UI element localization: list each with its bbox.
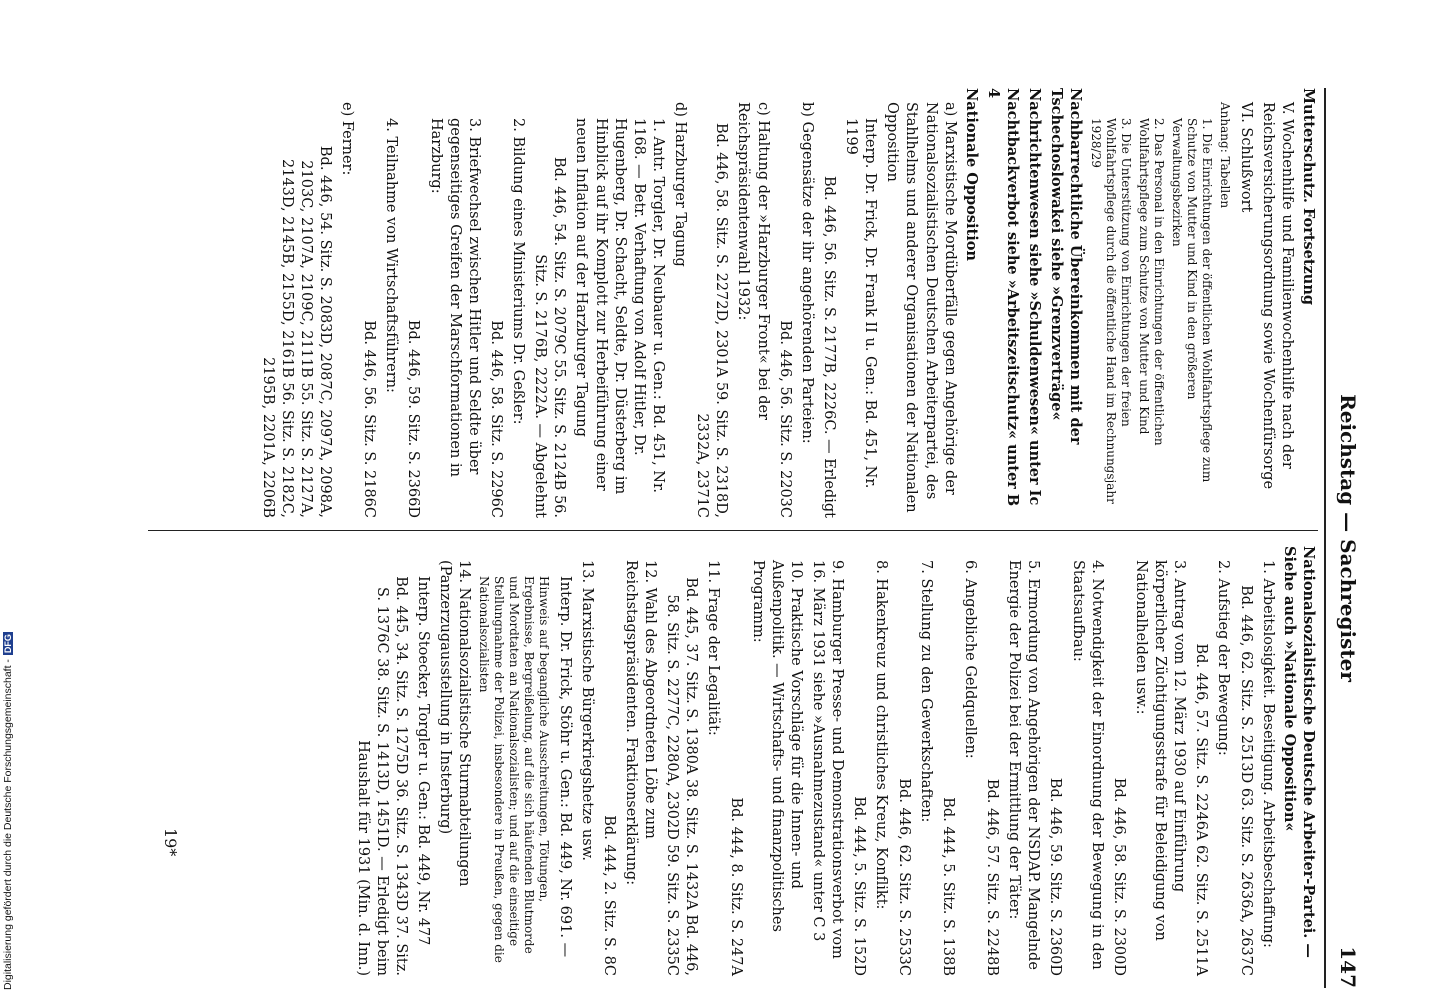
index-entry: 10. Praktische Vorschläge für die Innen- und Außenpolitik. — Wirtschafts- und finanzpolitisches Programm: xyxy=(749,560,804,932)
index-entry: Bd. 446, 62. Sitz. S. 2533C xyxy=(895,778,912,976)
index-entry: Nationalsozialistische Deutsche Arbeiter-Partei. — Siehe auch »Nationale Opposition« xyxy=(1280,546,1317,958)
index-entry: 3. Die Unterstützung von Einrichtungen der freien Wohlfahrtspflege durch die öffentliche Hand im Rechnungsjahr 1928/29 xyxy=(1089,118,1134,504)
index-entry: Nachtbackverbot siehe »Arbeitszeitschutz« unter B 4 xyxy=(985,88,1022,507)
index-entry: Bd. 446, 56. Sitz. S. 2186C xyxy=(361,320,378,518)
index-entry: 3. Briefwechsel zwischen Hitler und Seldte über gegenseitiges Greifen der Marschformationen in Harzburg: xyxy=(427,118,482,477)
index-entry: 6. Angebliche Geldquellen: xyxy=(962,560,978,759)
index-entry: Bd. 446, 56. Sitz. S. 2177B, 2226C. — Erledigt xyxy=(821,176,837,518)
index-entry: 7. Stellung zu den Gewerkschaften: xyxy=(917,560,934,823)
index-entry: Nachbarrechtliche Übereinkommen mit der Tschechoslowakei siehe »Grenzverträge« xyxy=(1048,88,1085,445)
index-entry: Interp. Stoecker, Torgler u. Gen.: Bd. 449, Nr. 477 xyxy=(415,576,432,946)
index-entry: c) Haltung der »Harzburger Front« bei der Reichspräsidentenwahl 1932: xyxy=(735,102,771,421)
index-entry: Bd. 446, 59. Sitz. S. 2366D xyxy=(405,319,422,518)
index-entry: V. Wochenhilfe und Familienwochenhilfe nach der Reichsversicherungsordnung sowie Wochenfürsorge xyxy=(1259,102,1295,490)
index-entry: 9. Hamburger Presse- und Demonstrationsverbot vom 16. März 1931 siehe »Ausnahmezustand« unter C 3 xyxy=(810,560,846,959)
index-entry: Bd. 446, 54. Sitz. S. 2079C 55. Sitz. S. 2124B 56. Sitz. S. 2176B, 2222A. — Abgelehnt xyxy=(532,157,568,518)
page-title: Reichstag — Sachregister xyxy=(1336,394,1360,682)
left-column xyxy=(255,88,1319,518)
index-entry: 2. Das Personal in den Einrichtungen der öffentlichen Wohlfahrtspflege zum Schutze von Mutter und Kind xyxy=(1137,118,1167,446)
index-entry: VI. Schlußwort xyxy=(1237,102,1254,213)
index-entry: 4. Notwendigkeit der Einordnung der Bewegung in den Staatsaufbau: xyxy=(1069,560,1105,970)
index-entry: Bd. 446, 56. Sitz. S. 2203C xyxy=(776,320,793,518)
index-entry: Bd. 445, 37. Sitz. S. 1380A 38. Sitz. S. 1432A Bd. 446, 58. Sitz. S. 2277C, 2280A, 2302D 59. Sitz. S. 2335C xyxy=(664,577,700,976)
index-entry: 2. Aufstieg der Bewegung: xyxy=(1215,560,1232,756)
index-entry: Bd. 444, 8. Sitz. S. 247A xyxy=(727,797,744,976)
index-entry: 3. Antrag vom 12. März 1930 auf Einführung körperlicher Züchtigungsstrafe für Beleidigung von Nationalhelden usw.: xyxy=(1133,560,1188,941)
index-entry: Mutterschutz. Fortsetzung xyxy=(1300,88,1317,306)
index-entry: Bd. 445, 34. Sitz. S. 1275D 36. Sitz. S. 1343D 37. Sitz. S. 1376C 38. Sitz. S. 1413D, 1451D. — Erledigt beim Haushalt für 1931 (Min. d. Inn.) xyxy=(354,576,410,976)
index-entry: Bd. 446, 58. Sitz. S. 2272D, 2301A 59. Sitz. S. 2318D, 2332A, 2371C xyxy=(694,123,730,518)
index-entry: 11. Frage der Legalität: xyxy=(705,560,722,736)
index-entry: 5. Ermordung von Angehörigen der NSDAP. Mangelnde Energie der Polizei bei der Ermittlung der Täter: xyxy=(1006,560,1042,970)
index-entry: e) Ferner: xyxy=(339,102,356,176)
index-entry: Interp. Dr. Frick, Dr. Frank II u. Gen.: Bd. 451, Nr. 1199 xyxy=(843,118,879,489)
index-entry: 1. Die Einrichtungen der öffentlichen Wohlfahrtspflege zum Schutze von Mutter und Kind in den größeren Verwaltungsbezirken xyxy=(1170,118,1215,483)
index-entry: Bd. 444, 5. Sitz. S. 152D xyxy=(851,796,868,976)
index-entry: Bd. 446, 58. Sitz. S. 2296C xyxy=(488,320,504,518)
credit-text: Digitalisierung gefördert durch die Deutsche Forschungsgemeinschaft - xyxy=(2,659,14,990)
index-entry: Nationale Opposition xyxy=(962,88,980,261)
document-page xyxy=(90,88,1360,988)
running-header xyxy=(1328,88,1360,988)
index-entry: Bd. 444, 2. Sitz. S. 8C xyxy=(600,815,617,976)
index-entry: Hinweis auf begangliche Ausschreitungen, Tötungen, Ergebnisse, Bergreißelung, auf die sich häufenden Blutmorde und Mordtaten an Nationalsozialisten; und auf die einseitige Stellungnahme der Polizei, insbesondere in Preußen, gegen die Nationalsozialisten xyxy=(477,576,552,963)
column-divider xyxy=(148,530,1318,531)
index-entry: 8. Hakenkreuz und christliches Kreuz, Konflikt: xyxy=(873,560,890,910)
index-entry: d) Harzburger Tagung xyxy=(672,102,689,267)
right-column xyxy=(350,546,1318,976)
index-entry: 1. Antr. Torgler, Dr. Neubauer u. Gen.: Bd. 451, Nr. 1168. — Betr. Verhaftung von Adolf Hitler, Dr. Hugenberg, Dr. Schacht, Seldte, Dr. Düsterberg im Hinblick auf ihr Komplott zur Herbeiführung einer neuen Inflation auf der Harzburger Tagung xyxy=(573,118,666,495)
index-entry: Bd. 446, 58. Sitz. S. 2300D xyxy=(1110,777,1127,976)
index-entry: Bd. 446, 62. Sitz. S. 2513D 63. Sitz. S. 2636A, 2637C xyxy=(1237,585,1254,976)
index-entry: 14. Nationalsozialistische Sturmabteilungen (Panzerzugausstellung in Insterburg) xyxy=(437,560,473,887)
index-entry: 1. Arbeitslosigkeit. Beseitigung. Arbeitsbeschaffung: xyxy=(1259,560,1276,948)
signature-mark: 19* xyxy=(161,828,180,857)
index-entry: 13. Marxistische Bürgerkriegshetze usw. xyxy=(578,560,595,861)
index-entry: Bd. 446, 57. Sitz. S. 2248B xyxy=(984,778,1001,976)
page-number: 147 xyxy=(1336,946,1360,988)
digitization-credit xyxy=(2,632,14,990)
index-entry: 4. Teilnahme von Wirtschaftsführern: xyxy=(383,118,400,393)
index-entry: Bd. 446, 54. Sitz. S. 2083D, 2087C, 2097A, 2098A, 2103C, 2107A, 2109C, 2111B 55. Sitz. S. 2127A, 2143D, 2145B, 2155D, 2161B 56. Sitz. S. 2182C, 2195B, 2201A, 2206B xyxy=(259,145,333,518)
dfg-logo: DFG xyxy=(3,634,13,654)
header-rule xyxy=(1324,88,1326,988)
index-entry: Bd. 446, 59. Sitz. S. 2360D xyxy=(1047,777,1064,976)
index-entry: Bd. 444, 5. Sitz. S. 138B xyxy=(939,797,956,976)
index-entry: Interp. Dr. Frick, Stöhr u. Gen.: Bd. 449, Nr. 691. — xyxy=(556,576,573,958)
index-entry: Anhang: Tabellen xyxy=(1218,102,1233,209)
index-entry: b) Gegensätze der ihr angehörenden Parteien: xyxy=(798,102,815,444)
index-entry: 12. Wahl des Abgeordneten Löbe zum Reichstagspräsidenten. Fraktionserklärung: xyxy=(623,560,659,886)
index-entry: a) Marxistische Mordüberfälle gegen Angehörige der Nationalsozialistischen Deutschen Arbeiterpartei, des Stahlhelms und anderer Organisationen der Nationalen Opposition xyxy=(884,102,958,513)
index-entry: 2. Bildung eines Ministeriums Dr. Geßler: xyxy=(510,118,527,425)
index-entry: Bd. 446, 57. Sitz. S. 2246A 62. Sitz. S. 2511A xyxy=(1193,643,1210,976)
index-entry: Nachrichtenwesen siehe »Schuldenwesen« unter Ic xyxy=(1026,88,1044,506)
